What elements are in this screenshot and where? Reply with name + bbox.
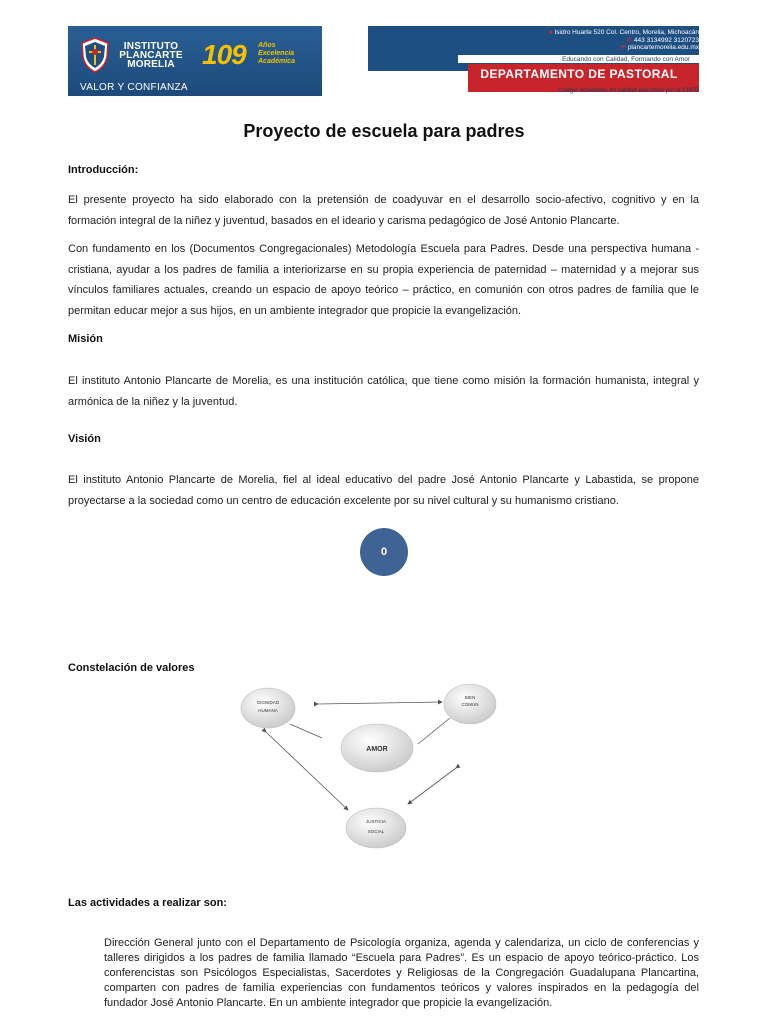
arrow-dignidad-bien <box>318 702 442 704</box>
node-bien-line-2: COMÚN <box>461 702 479 707</box>
vision-heading: Visión <box>68 433 101 445</box>
node-justicia <box>346 808 406 848</box>
anniversary-logo <box>202 39 300 71</box>
intro-paragraph-1: El presente proyecto ha sido elaborado con la pretensión de coadyuvar en el desarrollo socio-afectivo, cognitivo y en la formación integral de la niñez y juventud, basados en el ideario y carisma pedagógico de José Antonio Plancarte. <box>68 194 699 227</box>
slogan: VALOR Y CONFIANZA <box>80 82 188 93</box>
brand-line-1: INSTITUTO <box>123 41 179 52</box>
phone-icon: ✆ <box>626 36 633 44</box>
node-amor-label: AMOR <box>366 746 388 753</box>
department-title: DEPARTAMENTO DE PASTORAL <box>480 67 678 81</box>
valores-heading: Constelación de valores <box>68 662 195 674</box>
header-banner <box>68 26 699 96</box>
motto: Educando con Calidad, Formando con Amor <box>562 56 690 63</box>
document-title: Proyecto de escuela para padres <box>243 121 525 141</box>
website: plancartemorelia.edu.mx <box>627 44 699 51</box>
accreditation: Colegio acreditado en calidad educativa por la CNEP <box>557 88 699 94</box>
intro-paragraph-2: Con fundamento en los (Documentos Congregacionales) Metodología Escuela para Padres. Desde una perspectiva humana - cristiana, ayudar a los padres de familia a interiorizarse en su propia experiencia de paternidad – maternidad y a mejorar sus vínculos familiares actuales, creando un espacio de apoyo teórico – práctico, en comunión con otros padres de familia que le permitan educar mejor a sus hijos, en un ambiente integrador que propicie la evangelización. <box>68 243 699 317</box>
arrow-dignidad-amor <box>290 724 322 738</box>
vision-text: El instituto Antonio Plancarte de Morelia, fiel al ideal educativo del padre José Antonio Plancarte y Labastida, se propone proyectarse a la sociedad como un centro de educación excelente por su nivel cultural y su humanismo cristiano. <box>68 474 699 507</box>
arrow-dignidad-justicia <box>266 732 348 810</box>
values-constellation-diagram <box>236 680 500 852</box>
anniversary-line-1: Años <box>258 42 276 49</box>
intro-heading: Introducción: <box>68 164 139 176</box>
mision-text: El instituto Antonio Plancarte de Morelia, es una institución católica, que tiene como misión la formación humanista, integral y armónica de la niñez y la juventud. <box>68 375 699 408</box>
node-justicia-line-2: SOCIAL <box>367 829 385 834</box>
anniversary-number: 109 <box>202 39 246 70</box>
mision-heading: Misión <box>68 333 103 345</box>
brand-line-2: PLANCARTE <box>119 50 183 61</box>
address: Isidro Huarte 520 Col. Centro, Morelia, Michoacán <box>554 29 699 36</box>
anniversary-line-3: Académica <box>258 58 295 65</box>
actividades-heading: Las actividades a realizar son: <box>68 897 227 909</box>
node-dignidad-line-1: DIGNIDAD <box>256 700 280 705</box>
school-brand-name <box>116 42 186 69</box>
web-icon: ✉ <box>620 44 626 51</box>
phones: 443 3134992 3120723 <box>633 36 699 44</box>
arrow-bien-justicia <box>408 768 456 804</box>
anniversary-line-2: Excelencia <box>258 50 295 57</box>
node-dignidad-line-2: HUMANA <box>258 708 278 713</box>
numbered-circle: 0 <box>360 528 408 576</box>
actividades-text: Dirección General junto con el Departamento de Psicología organiza, agenda y calendariza, un ciclo de conferencias y talleres dirigidos a los padres de familia llamado “Escuela para Padres”. Es un espacio de apoyo teórico-práctico. Los conferencistas son Psicólogos Especialistas, Sacerdotes y Religiosas de la Congregación Guadalupana Plancartina, comparten con padres de familia experiencias con fundamentos teóricos y valores inspirados en la pedagogía del fundador José Antonio Plancarte. En un ambiente integrador que propicie la evangelización. <box>104 937 699 1009</box>
brand-line-3: MORELIA <box>127 59 175 70</box>
location-icon: ● <box>548 29 553 36</box>
arrow-bien-amor <box>418 718 450 744</box>
contact-info <box>488 29 699 52</box>
school-shield-logo <box>80 37 110 73</box>
node-bien-line-1: BIEN <box>464 695 476 700</box>
node-justicia-line-1: JUSTICIA <box>365 819 387 824</box>
anniversary-caption <box>258 42 302 66</box>
